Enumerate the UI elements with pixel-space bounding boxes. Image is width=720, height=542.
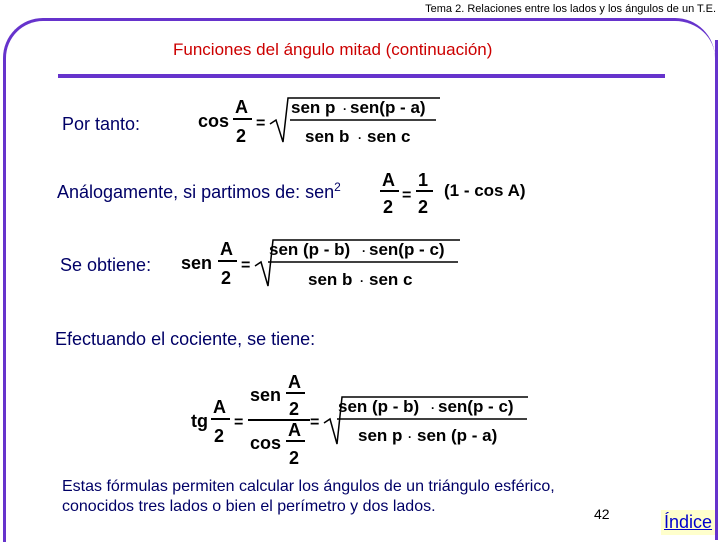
sen-half-angle-formula xyxy=(176,236,466,292)
sen-denominator-b: sen c xyxy=(369,270,413,289)
analogamente-text: Análogamente, si partimos de: sen xyxy=(57,182,335,202)
cos-numerator-a: sen p xyxy=(291,98,336,117)
dot-operator: · xyxy=(431,401,435,415)
tg-numerator-a: sen (p - b) xyxy=(338,397,420,416)
fraction-denominator-2: 2 xyxy=(236,126,247,146)
upper-A: A xyxy=(288,372,301,392)
fraction-numerator-A: A xyxy=(220,239,233,259)
tg-half-angle-formula xyxy=(186,370,536,470)
fraction-numerator-A: A xyxy=(382,170,395,190)
equals-sign: = xyxy=(256,115,266,132)
sen-denominator-a: sen b xyxy=(308,270,353,289)
slide-frame-right-edge xyxy=(715,40,718,540)
fraction-numerator-1: 1 xyxy=(418,170,429,190)
page-number: 42 xyxy=(594,506,610,522)
analogamente-label xyxy=(57,180,341,203)
sen-squared-identity xyxy=(378,166,548,218)
closing-paragraph xyxy=(62,477,555,517)
closing-line-2: conocidos tres lados o bien el perímetro y dos lados. xyxy=(62,498,436,515)
sen-numerator-a: sen (p - b) xyxy=(269,240,351,259)
fraction-numerator-A: A xyxy=(235,97,248,117)
cos-denominator-b: sen c xyxy=(367,127,411,146)
slide-title: Funciones del ángulo mitad (continuación) xyxy=(173,40,493,59)
fraction-denominator-2: 2 xyxy=(221,268,232,288)
title-underline xyxy=(58,74,665,78)
index-link[interactable]: Índice xyxy=(661,510,715,535)
one-minus-cos-A: (1 - cos A) xyxy=(444,181,526,200)
tg-denominator-b: sen (p - a) xyxy=(417,426,498,445)
dot-operator: · xyxy=(343,102,347,116)
tg-numerator-b: sen(p - c) xyxy=(438,397,514,416)
fraction-numerator-A: A xyxy=(213,397,226,417)
lower-A: A xyxy=(288,420,301,440)
fraction-denominator-2: 2 xyxy=(214,426,225,446)
cos-numerator-b: sen(p - a) xyxy=(350,98,426,117)
equals-sign: = xyxy=(234,414,244,431)
sen-numerator-b: sen(p - c) xyxy=(369,240,445,259)
equals-sign: = xyxy=(402,187,412,204)
dot-operator: · xyxy=(360,274,364,288)
se-obtiene-label: Se obtiene: xyxy=(60,255,152,275)
sen-fn: sen xyxy=(181,253,213,273)
dot-operator: · xyxy=(358,131,362,145)
closing-line-1: Estas fórmulas permiten calcular los ángulos de un triángulo esférico, xyxy=(62,478,555,495)
tg-denominator-a: sen p xyxy=(358,426,403,445)
fraction-denominator-2: 2 xyxy=(383,197,394,217)
dot-operator: · xyxy=(408,430,412,444)
cos-half-angle-formula xyxy=(190,92,450,148)
fraction-denominator-2: 2 xyxy=(418,197,429,217)
slide-header: Tema 2. Relaciones entre los lados y los ángulos de un T.E. xyxy=(425,3,716,15)
dot-operator: · xyxy=(362,244,366,258)
cos-denominator-a: sen b xyxy=(305,127,350,146)
efectuando-label: Efectuando el cociente, se tiene: xyxy=(55,329,316,349)
upper-sen-fn: sen xyxy=(250,385,282,405)
exponent: 2 xyxy=(334,180,341,194)
cos-fn: cos xyxy=(198,111,230,131)
lower-2: 2 xyxy=(289,448,300,468)
por-tanto-label: Por tanto: xyxy=(62,114,141,134)
lower-cos-fn: cos xyxy=(250,433,282,453)
tg-fn: tg xyxy=(191,411,208,431)
equals-sign: = xyxy=(241,257,251,274)
upper-2: 2 xyxy=(289,399,300,419)
equals-sign: = xyxy=(310,414,320,431)
